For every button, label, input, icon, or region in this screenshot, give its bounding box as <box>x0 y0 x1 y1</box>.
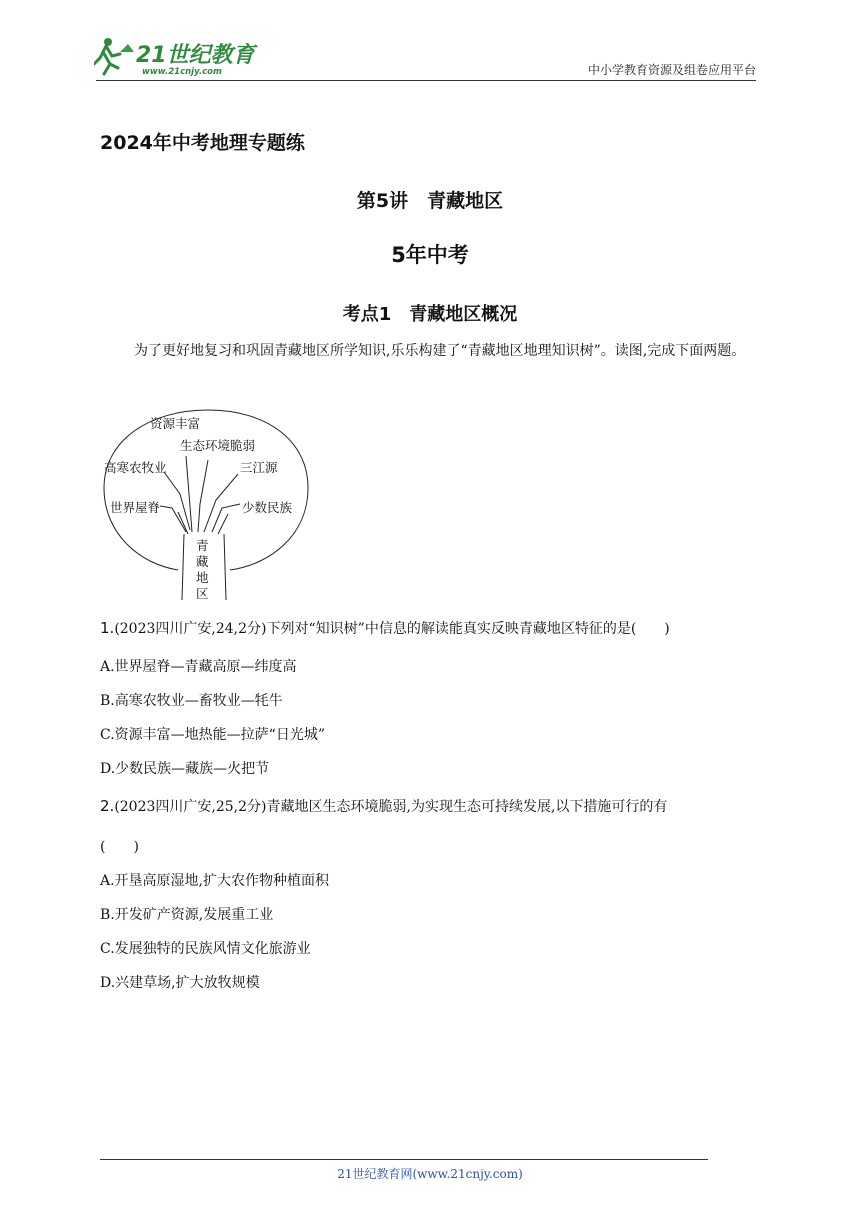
header-divider <box>96 80 756 81</box>
doc-title: 2024年中考地理专题练 <box>100 132 305 154</box>
intro-paragraph: 为了更好地复习和巩固青藏地区所学知识,乐乐构建了“青藏地区地理知识树”。读图,完成下面两题。 <box>134 343 746 359</box>
lesson-title: 第5讲 青藏地区 <box>356 190 504 212</box>
option-a: A.开垦高原湿地,扩大农作物种植面积 <box>100 873 330 889</box>
question-source: (2023四川广安,25,2分) <box>114 799 267 815</box>
answer-blank: ( ) <box>100 839 139 855</box>
branch-label: 世界屋脊 <box>110 500 161 515</box>
option-d: D.兴建草场,扩大放牧规模 <box>100 975 260 991</box>
branch-label: 三江源 <box>240 460 278 475</box>
kaodian-title: 考点1 青藏地区概况 <box>342 304 518 325</box>
option-b: B.开发矿产资源,发展重工业 <box>100 907 274 923</box>
question-2-stem <box>100 796 762 816</box>
runner-icon <box>94 38 134 74</box>
site-logo <box>94 34 264 80</box>
branch-label: 资源丰富 <box>150 416 201 431</box>
trunk-label: 藏 <box>196 554 209 569</box>
tree-branches <box>160 456 240 534</box>
option-a: A.世界屋脊—青藏高原—纬度高 <box>100 659 297 675</box>
branch-label: 高寒农牧业 <box>104 460 167 475</box>
footer-divider <box>100 1159 708 1160</box>
option-c: C.资源丰富—地热能—拉萨“日光城” <box>100 727 325 743</box>
footer-text: 21世纪教育网(www.21cnjy.com) <box>337 1167 523 1181</box>
question-text: 下列对“知识树”中信息的解读能真实反映青藏地区特征的是( ) <box>266 621 670 637</box>
branch-label: 生态环境脆弱 <box>180 438 256 453</box>
option-d: D.少数民族—藏族—火把节 <box>100 761 270 777</box>
branch-label: 少数民族 <box>242 500 293 515</box>
knowledge-tree-figure <box>100 404 310 600</box>
logo-text: 21世纪教育 <box>136 43 255 68</box>
trunk-label: 区 <box>196 586 209 600</box>
question-1-stem <box>100 618 762 638</box>
option-b: B.高寒农牧业—畜牧业—牦牛 <box>100 693 283 709</box>
question-number: 1. <box>100 619 115 637</box>
trunk-label: 青 <box>196 538 209 553</box>
question-text: 青藏地区生态环境脆弱,为实现生态可持续发展,以下措施可行的有 <box>266 799 668 815</box>
option-c: C.发展独特的民族风情文化旅游业 <box>100 941 311 957</box>
question-number: 2. <box>100 797 115 815</box>
trunk-label: 地 <box>196 570 209 585</box>
logo-url: www.21cnjy.com <box>142 67 222 77</box>
section-title: 5年中考 <box>391 243 469 267</box>
question-source: (2023四川广安,24,2分) <box>114 621 267 637</box>
platform-label: 中小学教育资源及组卷应用平台 <box>587 63 756 77</box>
